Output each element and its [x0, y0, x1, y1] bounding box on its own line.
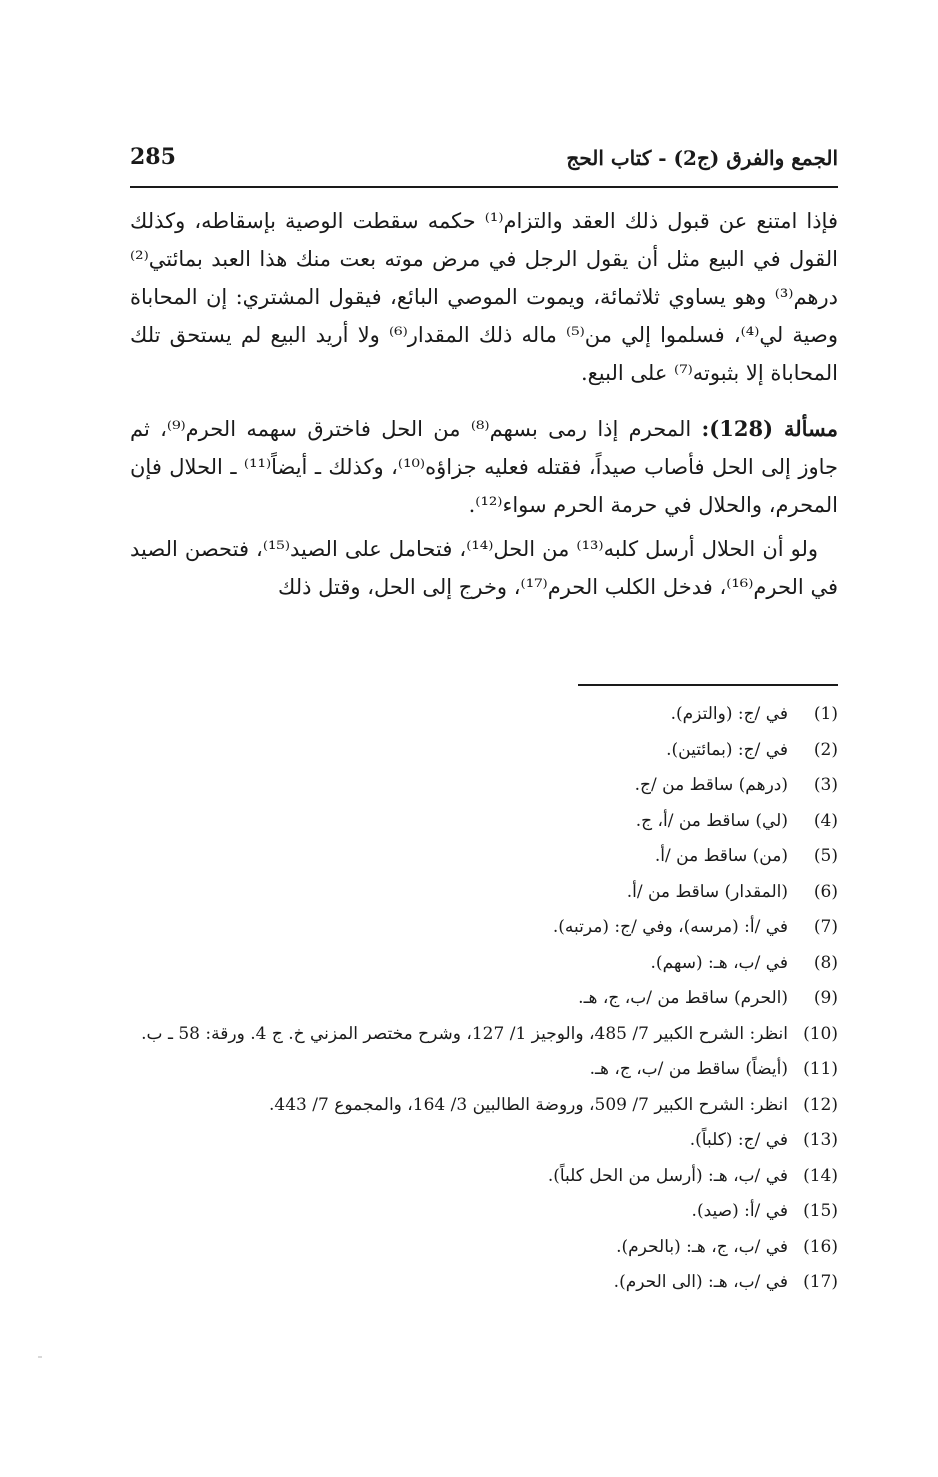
footnote-item	[130, 946, 838, 982]
footnote-item	[130, 1194, 838, 1230]
footnote-number: (13)	[803, 1130, 838, 1150]
running-header	[130, 142, 838, 178]
footnote-text: في /ج: (كلباً).	[689, 1130, 788, 1150]
footnote-text: (أيضاً) ساقط من /ب، ج، هـ.	[589, 1059, 788, 1079]
footnote-number: (6)	[813, 881, 838, 902]
scan-speck	[38, 1356, 42, 1358]
footnote-item	[130, 1123, 838, 1159]
footnote-text: في /ج: (بمائتين).	[666, 739, 788, 760]
footnote-text: في /ب، هـ: (أرسل من الحل كلباً).	[547, 1165, 788, 1186]
footnote-number: (17)	[803, 1272, 838, 1292]
footnote-item	[130, 981, 838, 1017]
footnote-text: (المقدار) ساقط من /أ.	[626, 881, 788, 902]
footnote-item	[130, 1230, 838, 1266]
paragraph-2	[130, 410, 838, 524]
footnote-number: (9)	[813, 988, 838, 1008]
footnote-item	[130, 1159, 838, 1195]
footnote-number: (2)	[813, 739, 838, 760]
footnote-item	[130, 839, 838, 875]
footnote-item	[130, 910, 838, 946]
header-rule	[130, 186, 838, 188]
footnote-number: (1)	[813, 704, 838, 724]
footnote-item	[130, 875, 838, 911]
footnote-number: (12)	[803, 1094, 838, 1115]
footnote-number: (4)	[813, 810, 838, 831]
footnote-text: انظر: الشرح الكبير 7/ 509، وروضة الطالبين 3/ 164، والمجموع 7/ 443.	[268, 1094, 788, 1115]
footnote-number: (14)	[803, 1165, 838, 1186]
footnote-item	[130, 768, 838, 804]
footnote-text: في /ب، هـ: (سهم).	[650, 952, 788, 973]
footnote-text: (لي) ساقط من /أ، ج.	[635, 810, 788, 831]
footnote-item	[130, 1052, 838, 1088]
footnote-text: في /ب، هـ: (الى الحرم).	[613, 1272, 788, 1292]
footnote-number: (7)	[813, 917, 838, 937]
paragraph-2-text: المحرم إذا رمى بسهم⁽⁸⁾ من الحل فاخترق سهمه الحرم⁽⁹⁾، ثم جاوز إلى الحل فأصاب صيداً، فقتله فعليه جزاؤه⁽¹⁰⁾، وكذلك ـ أيضاً⁽¹¹⁾ ـ الحلال فإن المحرم، والحلال في حرمة الحرم سواء⁽¹²⁾.	[130, 417, 838, 517]
footnote-separator	[578, 684, 838, 686]
footnote-text: في /ب، ج، هـ: (بالحرم).	[616, 1236, 788, 1257]
footnotes	[130, 697, 838, 1301]
footnote-text: في /ج: (والتزم).	[670, 704, 788, 724]
footnote-item	[130, 1088, 838, 1124]
footnote-item	[130, 733, 838, 769]
footnote-text: انظر: الشرح الكبير 7/ 485، والوجيز 1/ 127، وشرح مختصر المزني خ. ج 4. ورقة: 58 ـ ب.	[141, 1023, 788, 1044]
header-title: الجمع والفرق (ج2) - كتاب الحج	[566, 146, 838, 170]
footnote-item	[130, 1265, 838, 1301]
footnote-number: (8)	[813, 952, 838, 973]
footnote-number: (5)	[813, 846, 838, 866]
footnote-text: (من) ساقط من /أ.	[654, 846, 788, 866]
paragraph-1: فإذا امتنع عن قبول ذلك العقد والتزام⁽¹⁾ حكمه سقطت الوصية بإسقاطه، وكذلك القول في البيع مثل أن يقول الرجل في مرض موته بعت منك هذا العبد بمائتي⁽²⁾ درهم⁽³⁾ وهو يساوي ثلاثمائة، ويموت الموصي البائع، فيقول المشتري: إن المحاباة وصية لي⁽⁴⁾، فسلموا إلي من⁽⁵⁾ ماله ذلك المقدار⁽⁶⁾ ولا أريد البيع لم يستحق تلك المحاباة إلا بثبوته⁽⁷⁾ على البيع.	[130, 209, 838, 385]
main-text	[130, 202, 838, 606]
footnote-text: (الحرم) ساقط من /ب، ج، هـ.	[578, 988, 788, 1008]
footnote-item	[130, 804, 838, 840]
footnote-number: (15)	[803, 1201, 838, 1221]
footnote-text: في /أ: (مرسه)، وفي /ج: (مرتبه).	[552, 917, 788, 937]
footnote-item	[130, 697, 838, 733]
footnote-item	[130, 1017, 838, 1053]
footnote-number: (10)	[803, 1023, 838, 1044]
paragraph-3: ولو أن الحلال أرسل كلبه⁽¹³⁾ من الحل⁽¹⁴⁾، فتحامل على الصيد⁽¹⁵⁾، فتحصن الصيد في الحرم⁽¹⁶⁾، فدخل الكلب الحرم⁽¹⁷⁾، وخرج إلى الحل، وقتل ذلك	[130, 537, 838, 599]
issue-heading: مسألة (128):	[701, 416, 838, 441]
footnote-text: في /أ: (صيد).	[691, 1201, 788, 1221]
footnote-number: (16)	[803, 1236, 838, 1257]
footnote-number: (3)	[813, 775, 838, 795]
page-number: 285	[130, 144, 176, 170]
footnote-number: (11)	[803, 1059, 838, 1079]
footnote-text: (درهم) ساقط من /ج.	[634, 775, 788, 795]
